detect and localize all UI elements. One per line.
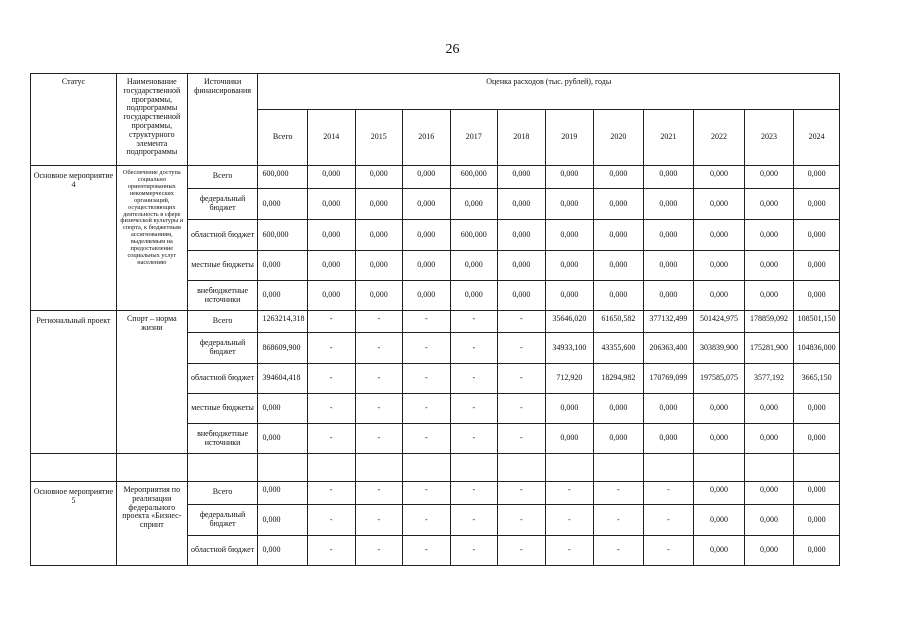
- funding-source: Всего: [187, 311, 258, 333]
- value-cell: 0,000: [450, 189, 498, 220]
- value-cell: -: [308, 311, 356, 333]
- funding-source: Всего: [187, 482, 258, 505]
- value-cell: 0,000: [744, 536, 794, 566]
- section-name: Спорт – норма жизни: [116, 311, 187, 454]
- value-cell: 0,000: [258, 482, 308, 505]
- empty-cell: [694, 454, 745, 482]
- empty-cell: [308, 454, 356, 482]
- table-row: [31, 311, 840, 333]
- value-cell: 104836,000: [794, 333, 840, 364]
- empty-cell: [545, 454, 594, 482]
- value-cell: -: [308, 536, 356, 566]
- value-cell: 712,920: [545, 364, 594, 394]
- value-cell: 34933,100: [545, 333, 594, 364]
- value-cell: 0,000: [355, 251, 403, 281]
- value-cell: -: [643, 536, 694, 566]
- value-cell: -: [643, 505, 694, 536]
- value-cell: 0,000: [594, 394, 644, 424]
- value-cell: 0,000: [744, 251, 794, 281]
- header-column: 2022: [694, 110, 745, 166]
- value-cell: 0,000: [545, 424, 594, 454]
- value-cell: 0,000: [694, 251, 745, 281]
- header-row-title: [31, 74, 840, 110]
- value-cell: 0,000: [594, 166, 644, 189]
- value-cell: -: [308, 482, 356, 505]
- funding-source: федеральный бюджет: [187, 505, 258, 536]
- section-name: Обеспечение доступа социально ориентированных некоммерческих организаций, осуществляющих деятельность в сфере физической культуры и спорта, к бюджетным ассигнованиям, выделяемым на предоставление социальных услуг населению: [116, 166, 187, 311]
- value-cell: 0,000: [498, 251, 546, 281]
- value-cell: 394604,418: [258, 364, 308, 394]
- value-cell: 501424,975: [694, 311, 745, 333]
- funding-source: областной бюджет: [187, 364, 258, 394]
- value-cell: 178859,092: [744, 311, 794, 333]
- value-cell: 0,000: [594, 251, 644, 281]
- empty-cell: [498, 454, 546, 482]
- value-cell: -: [498, 424, 546, 454]
- funding-source: областной бюджет: [187, 536, 258, 566]
- value-cell: 0,000: [594, 220, 644, 251]
- section-name: Мероприятия по реализации федерального проекта «Бизнес-спринт: [116, 482, 187, 566]
- funding-source: федеральный бюджет: [187, 189, 258, 220]
- value-cell: 0,000: [794, 536, 840, 566]
- header-column: 2017: [450, 110, 498, 166]
- header-column: 2021: [643, 110, 694, 166]
- value-cell: 0,000: [794, 482, 840, 505]
- value-cell: 0,000: [594, 189, 644, 220]
- value-cell: 0,000: [594, 281, 644, 311]
- header-column: 2014: [308, 110, 356, 166]
- value-cell: 0,000: [545, 281, 594, 311]
- value-cell: -: [403, 505, 451, 536]
- value-cell: -: [498, 333, 546, 364]
- value-cell: 1263214,318: [258, 311, 308, 333]
- value-cell: -: [355, 311, 403, 333]
- header-column: 2018: [498, 110, 546, 166]
- value-cell: 0,000: [258, 536, 308, 566]
- value-cell: 0,000: [794, 505, 840, 536]
- value-cell: -: [450, 482, 498, 505]
- value-cell: -: [450, 311, 498, 333]
- value-cell: 0,000: [694, 482, 745, 505]
- value-cell: 0,000: [794, 166, 840, 189]
- value-cell: 175281,900: [744, 333, 794, 364]
- value-cell: -: [450, 333, 498, 364]
- value-cell: 18294,982: [594, 364, 644, 394]
- value-cell: 600,000: [450, 220, 498, 251]
- value-cell: -: [498, 364, 546, 394]
- table-body: [31, 74, 840, 566]
- value-cell: 0,000: [744, 281, 794, 311]
- value-cell: -: [308, 505, 356, 536]
- empty-cell: [794, 454, 840, 482]
- value-cell: 3665,150: [794, 364, 840, 394]
- empty-cell: [355, 454, 403, 482]
- value-cell: 0,000: [794, 394, 840, 424]
- value-cell: -: [308, 424, 356, 454]
- value-cell: 0,000: [794, 189, 840, 220]
- value-cell: 0,000: [258, 281, 308, 311]
- value-cell: -: [355, 424, 403, 454]
- table-row: [31, 166, 840, 189]
- value-cell: -: [308, 333, 356, 364]
- value-cell: -: [498, 505, 546, 536]
- spacer-row: [31, 454, 840, 482]
- value-cell: -: [355, 536, 403, 566]
- value-cell: 0,000: [594, 424, 644, 454]
- value-cell: 0,000: [744, 505, 794, 536]
- value-cell: 0,000: [308, 220, 356, 251]
- value-cell: 0,000: [258, 424, 308, 454]
- value-cell: 0,000: [794, 251, 840, 281]
- value-cell: 197585,075: [694, 364, 745, 394]
- value-cell: 0,000: [794, 281, 840, 311]
- value-cell: 3577,192: [744, 364, 794, 394]
- value-cell: 0,000: [450, 251, 498, 281]
- value-cell: -: [403, 482, 451, 505]
- value-cell: 0,000: [355, 166, 403, 189]
- value-cell: 0,000: [643, 394, 694, 424]
- value-cell: -: [545, 505, 594, 536]
- value-cell: -: [355, 333, 403, 364]
- value-cell: 0,000: [643, 281, 694, 311]
- value-cell: 35646,020: [545, 311, 594, 333]
- value-cell: -: [403, 364, 451, 394]
- budget-table: [30, 73, 840, 566]
- value-cell: 108501,150: [794, 311, 840, 333]
- value-cell: 0,000: [694, 220, 745, 251]
- header-name: Наименование государственной программы, подпрограммы государственной программы, структурного элемента подпрограммы: [116, 74, 187, 166]
- value-cell: 303839,900: [694, 333, 745, 364]
- page-number: 26: [445, 42, 460, 57]
- empty-cell: [594, 454, 644, 482]
- value-cell: 0,000: [694, 536, 745, 566]
- value-cell: 0,000: [694, 166, 745, 189]
- value-cell: 0,000: [498, 166, 546, 189]
- value-cell: 0,000: [545, 220, 594, 251]
- value-cell: 868609,900: [258, 333, 308, 364]
- funding-source: местные бюджеты: [187, 394, 258, 424]
- funding-source: Всего: [187, 166, 258, 189]
- value-cell: -: [355, 394, 403, 424]
- value-cell: 0,000: [498, 220, 546, 251]
- value-cell: -: [450, 505, 498, 536]
- value-cell: 0,000: [498, 189, 546, 220]
- value-cell: -: [403, 536, 451, 566]
- value-cell: 0,000: [744, 189, 794, 220]
- table-row: [31, 482, 840, 505]
- value-cell: -: [450, 536, 498, 566]
- value-cell: 600,000: [258, 220, 308, 251]
- value-cell: 0,000: [643, 424, 694, 454]
- value-cell: -: [308, 394, 356, 424]
- value-cell: -: [594, 536, 644, 566]
- empty-cell: [258, 454, 308, 482]
- header-column: 2020: [594, 110, 644, 166]
- value-cell: 206363,400: [643, 333, 694, 364]
- empty-cell: [187, 454, 258, 482]
- value-cell: 0,000: [643, 189, 694, 220]
- value-cell: -: [403, 394, 451, 424]
- value-cell: -: [545, 536, 594, 566]
- value-cell: 0,000: [355, 189, 403, 220]
- value-cell: 0,000: [403, 189, 451, 220]
- funding-source: федеральный бюджет: [187, 333, 258, 364]
- value-cell: 0,000: [545, 394, 594, 424]
- header-column: 2016: [403, 110, 451, 166]
- value-cell: 0,000: [643, 251, 694, 281]
- value-cell: 0,000: [355, 220, 403, 251]
- value-cell: -: [403, 333, 451, 364]
- value-cell: 0,000: [258, 394, 308, 424]
- value-cell: 0,000: [498, 281, 546, 311]
- empty-cell: [643, 454, 694, 482]
- value-cell: 0,000: [258, 505, 308, 536]
- value-cell: 0,000: [403, 281, 451, 311]
- value-cell: -: [308, 364, 356, 394]
- section-status: Основное мероприятие 4: [31, 166, 117, 311]
- value-cell: 0,000: [308, 251, 356, 281]
- header-column: 2019: [545, 110, 594, 166]
- value-cell: -: [355, 505, 403, 536]
- empty-cell: [450, 454, 498, 482]
- value-cell: 0,000: [694, 424, 745, 454]
- value-cell: 0,000: [694, 394, 745, 424]
- value-cell: -: [403, 424, 451, 454]
- funding-source: местные бюджеты: [187, 251, 258, 281]
- value-cell: 0,000: [643, 166, 694, 189]
- empty-cell: [744, 454, 794, 482]
- value-cell: 0,000: [258, 251, 308, 281]
- value-cell: 0,000: [355, 281, 403, 311]
- value-cell: -: [355, 364, 403, 394]
- section-status: Основное мероприятие 5: [31, 482, 117, 566]
- value-cell: 0,000: [545, 189, 594, 220]
- header-column: 2024: [794, 110, 840, 166]
- value-cell: -: [450, 394, 498, 424]
- value-cell: 0,000: [308, 166, 356, 189]
- header-costs-title: Оценка расходов (тыс. рублей), годы: [258, 74, 840, 110]
- value-cell: 0,000: [744, 482, 794, 505]
- empty-cell: [403, 454, 451, 482]
- value-cell: 0,000: [744, 394, 794, 424]
- value-cell: 0,000: [403, 251, 451, 281]
- value-cell: 0,000: [403, 220, 451, 251]
- value-cell: 0,000: [308, 189, 356, 220]
- value-cell: 377132,499: [643, 311, 694, 333]
- value-cell: 0,000: [545, 251, 594, 281]
- value-cell: 0,000: [744, 424, 794, 454]
- value-cell: -: [643, 482, 694, 505]
- header-column: 2023: [744, 110, 794, 166]
- header-sources: Источники финансирования: [187, 74, 258, 166]
- value-cell: 0,000: [545, 166, 594, 189]
- value-cell: 43355,600: [594, 333, 644, 364]
- value-cell: -: [594, 482, 644, 505]
- value-cell: 0,000: [308, 281, 356, 311]
- value-cell: -: [498, 394, 546, 424]
- value-cell: -: [498, 482, 546, 505]
- value-cell: 0,000: [794, 220, 840, 251]
- header-column: 2015: [355, 110, 403, 166]
- value-cell: -: [403, 311, 451, 333]
- value-cell: -: [450, 364, 498, 394]
- value-cell: -: [498, 536, 546, 566]
- funding-source: внебюджетные источники: [187, 424, 258, 454]
- value-cell: -: [450, 424, 498, 454]
- value-cell: 0,000: [694, 281, 745, 311]
- value-cell: 0,000: [403, 166, 451, 189]
- header-column: Всего: [258, 110, 308, 166]
- funding-source: областной бюджет: [187, 220, 258, 251]
- value-cell: 600,000: [450, 166, 498, 189]
- value-cell: -: [594, 505, 644, 536]
- empty-cell: [31, 454, 117, 482]
- value-cell: -: [498, 311, 546, 333]
- value-cell: -: [545, 482, 594, 505]
- value-cell: 0,000: [744, 220, 794, 251]
- value-cell: 600,000: [258, 166, 308, 189]
- funding-source: внебюджетные источники: [187, 281, 258, 311]
- value-cell: 170769,099: [643, 364, 694, 394]
- value-cell: 0,000: [694, 189, 745, 220]
- value-cell: 0,000: [258, 189, 308, 220]
- value-cell: 0,000: [694, 505, 745, 536]
- value-cell: 0,000: [744, 166, 794, 189]
- empty-cell: [116, 454, 187, 482]
- value-cell: 0,000: [643, 220, 694, 251]
- value-cell: 0,000: [794, 424, 840, 454]
- value-cell: 61650,582: [594, 311, 644, 333]
- value-cell: -: [355, 482, 403, 505]
- section-status: Региональный проект: [31, 311, 117, 454]
- value-cell: 0,000: [450, 281, 498, 311]
- header-status: Статус: [31, 74, 117, 166]
